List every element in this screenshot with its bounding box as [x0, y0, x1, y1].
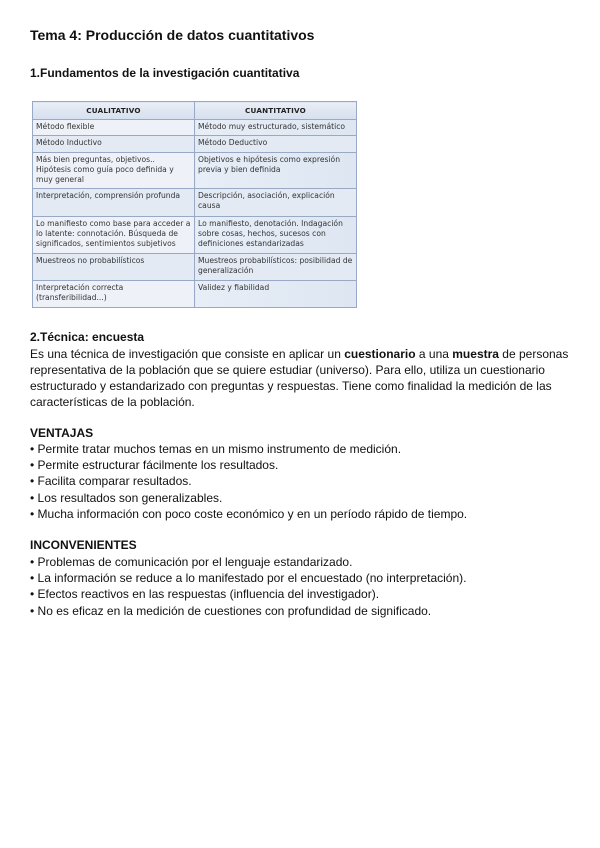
list-item: • Permite estructurar fácilmente los resultados.	[30, 457, 467, 473]
list-item: • Efectos reactivos en las respuestas (influencia del investigador).	[30, 586, 466, 602]
table-cell-right: Método muy estructurado, sistemático	[195, 120, 357, 136]
table-row	[33, 153, 357, 189]
table-cell-right: Descripción, asociación, explicación causa	[195, 189, 357, 217]
table-cell-left: Interpretación, comprensión profunda	[33, 189, 195, 217]
para-text-3: de personas representativa de la población que se quiere estudiar (universo). Para ello, utiliza un cuestionario estructurado y estandarizado con preguntas y respuestas. Tiene como finalidad la medición de las características de la población.	[30, 347, 569, 409]
section2-heading: 2.Técnica: encuesta	[30, 330, 145, 344]
table-cell-left: Interpretación correcta (transferibilidad...)	[33, 281, 195, 308]
list-item: • Facilita comparar resultados.	[30, 473, 467, 489]
table-row	[33, 254, 357, 281]
table-row	[33, 281, 357, 308]
ventajas-heading: VENTAJAS	[30, 426, 94, 440]
para-text-2: a una	[415, 347, 453, 361]
table-cell-left: Más bien preguntas, objetivos.. Hipótesis como guía poco definida y muy general	[33, 153, 195, 189]
inconvenientes-list	[30, 554, 466, 619]
header-cuantitativo: CUANTITATIVO	[195, 102, 357, 120]
para-text-1: Es una técnica de investigación que consiste en aplicar un	[30, 347, 345, 361]
table-header-row	[33, 102, 357, 120]
para-bold-muestra: muestra	[452, 347, 499, 361]
ventajas-list	[30, 441, 467, 522]
inconvenientes-heading: INCONVENIENTES	[30, 538, 137, 552]
table-cell-right: Muestreos probabilísticos: posibilidad de generalización	[195, 254, 357, 281]
table-cell-left: Método Inductivo	[33, 136, 195, 153]
table-cell-left: Método flexible	[33, 120, 195, 136]
list-item: • Los resultados son generalizables.	[30, 490, 467, 506]
table-cell-right: Lo manifiesto, denotación. Indagación sobre cosas, hechos, sucesos con definiciones estandarizadas	[195, 217, 357, 254]
section1-heading: 1.Fundamentos de la investigación cuantitativa	[30, 66, 300, 80]
table-row	[33, 136, 357, 153]
list-item: • No es eficaz en la medición de cuestiones con profundidad de significado.	[30, 603, 466, 619]
comparison-table	[32, 101, 357, 308]
page-title: Tema 4: Producción de datos cuantitativos	[30, 27, 315, 43]
table-cell-left: Lo manifiesto como base para acceder a lo latente: connotación. Búsqueda de significados, sentimientos subjetivos	[33, 217, 195, 254]
list-item: • Mucha información con poco coste económico y en un período rápido de tiempo.	[30, 506, 467, 522]
encuesta-paragraph	[30, 346, 575, 410]
header-cualitativo: CUALITATIVO	[33, 102, 195, 120]
table-row	[33, 189, 357, 217]
table-row	[33, 217, 357, 254]
table-cell-right: Método Deductivo	[195, 136, 357, 153]
table-row	[33, 120, 357, 136]
table-cell-right: Objetivos e hipótesis como expresión previa y bien definida	[195, 153, 357, 189]
list-item: • Permite tratar muchos temas en un mismo instrumento de medición.	[30, 441, 467, 457]
list-item: • Problemas de comunicación por el lenguaje estandarizado.	[30, 554, 466, 570]
list-item: • La información se reduce a lo manifestado por el encuestado (no interpretación).	[30, 570, 466, 586]
table-cell-right: Validez y fiabilidad	[195, 281, 357, 308]
para-bold-cuestionario: cuestionario	[344, 347, 416, 361]
table-cell-left: Muestreos no probabilísticos	[33, 254, 195, 281]
